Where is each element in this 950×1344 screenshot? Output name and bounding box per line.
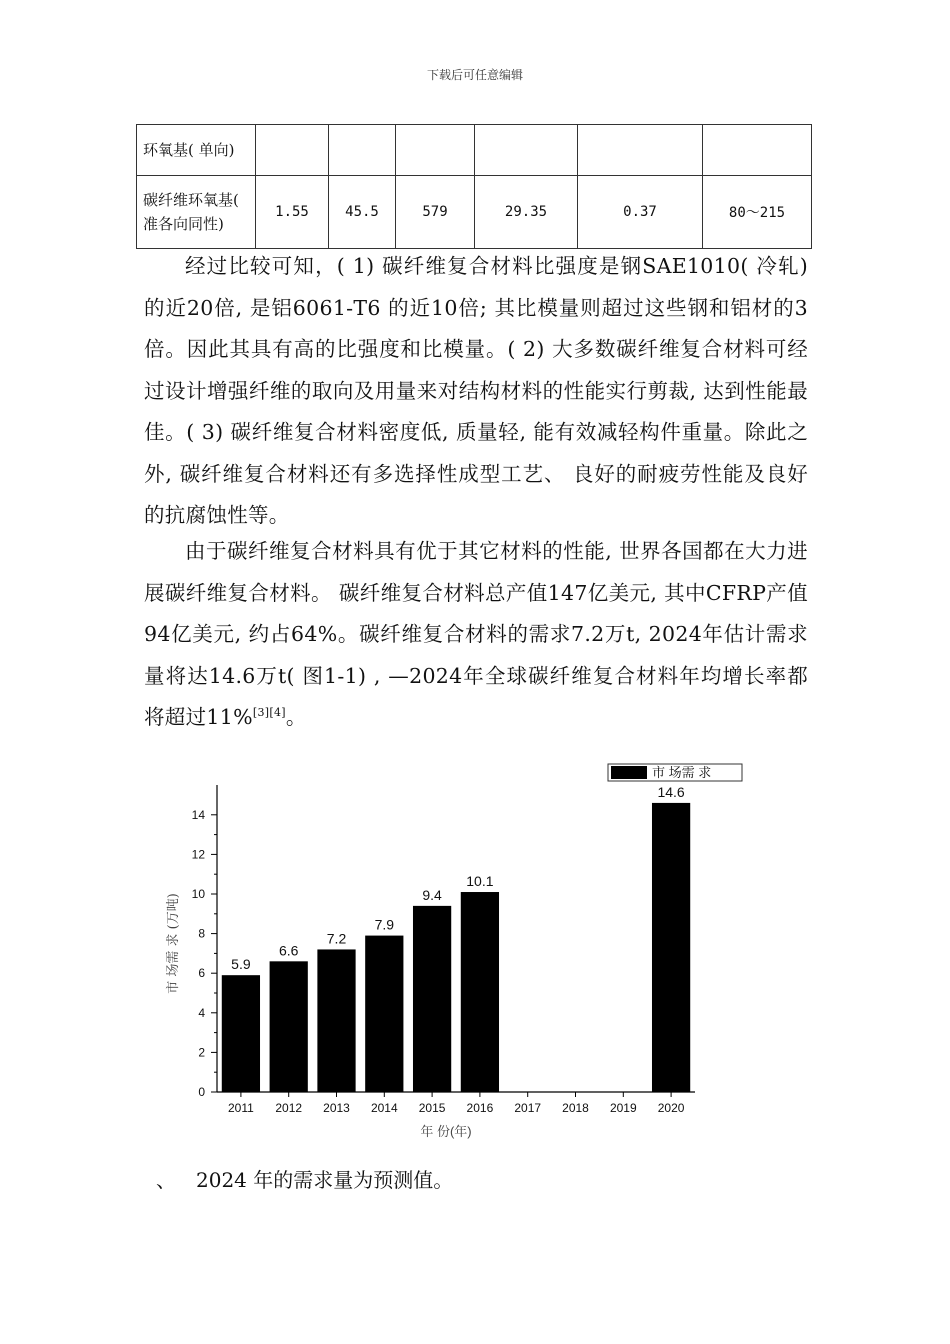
table-cell: 579 <box>396 176 475 249</box>
paragraph-comparison: 经过比较可知，( 1) 碳纤维复合材料比强度是钢SAE1010( 冷轧) 的近20倍, 是铝6061-T6 的近10倍; 其比模量则超过这些钢和铝材的3倍。因此其具有高的比强度和比模量。( 2) 大多数碳纤维复合材料可经过设计增强纤维的取向及用量来对结构材料的性能实行剪裁, 达到性能最佳。( 3) 碳纤维复合材料密度低, 质量轻, 能有效减轻构件重量。除此之外, 碳纤维复合材料还有多选择性成型工艺、 良好的耐疲劳性能及良好的抗腐蚀性等。 <box>144 254 808 527</box>
data-label: 7.9 <box>374 916 395 933</box>
reference-marker: [3][4] <box>252 706 286 719</box>
x-axis-title: 年 份(年) <box>420 1124 472 1139</box>
paragraph-demand <box>144 531 808 739</box>
table-cell <box>703 125 812 176</box>
table-cell-name: 环氧基( 单向) <box>137 125 256 176</box>
y-tick-label: 12 <box>191 847 205 862</box>
table-row <box>137 125 812 176</box>
data-label: 6.6 <box>278 942 299 959</box>
x-tick-label: 2017 <box>514 1101 542 1115</box>
caption-text: 2024 年的需求量为预测值。 <box>196 1168 454 1192</box>
table-cell: 80～215 <box>703 176 812 249</box>
bar <box>652 803 690 1092</box>
table-cell <box>396 125 475 176</box>
y-tick-label: 6 <box>198 966 205 981</box>
y-tick-label: 4 <box>198 1005 205 1020</box>
bar <box>222 975 260 1092</box>
data-label: 14.6 <box>657 783 685 800</box>
table-cell <box>329 125 396 176</box>
x-tick-label: 2015 <box>418 1101 446 1115</box>
legend-swatch <box>611 766 647 779</box>
bar <box>413 906 451 1092</box>
table-cell: 0.37 <box>578 176 703 249</box>
y-tick-label: 14 <box>191 807 205 822</box>
figure-caption <box>156 1164 473 1193</box>
data-label: 10.1 <box>466 873 494 890</box>
caption-prefix: 、 <box>156 1168 176 1192</box>
table-cell <box>256 125 329 176</box>
x-tick-label: 2020 <box>657 1101 685 1115</box>
y-tick-label: 0 <box>198 1085 205 1099</box>
y-tick-label: 8 <box>198 926 205 941</box>
x-tick-label: 2013 <box>323 1101 350 1115</box>
data-label: 5.9 <box>231 956 251 973</box>
demand-bar-chart <box>150 755 750 1150</box>
data-label: 9.4 <box>422 886 442 903</box>
x-tick-label: 2019 <box>609 1101 637 1115</box>
legend-label: 市 场需 求 <box>652 765 712 780</box>
table-cell: 45.5 <box>329 176 396 249</box>
paragraph-demand-end: 。 <box>285 705 307 729</box>
table-row <box>137 176 812 249</box>
x-tick-label: 2011 <box>227 1101 254 1115</box>
data-label: 7.2 <box>326 930 347 947</box>
table-cell: 29.35 <box>475 176 578 249</box>
properties-table <box>136 124 812 249</box>
bar <box>270 961 308 1092</box>
table-cell <box>578 125 703 176</box>
table-cell-name: 碳纤维环氧基( 准各向同性) <box>137 176 256 249</box>
table-cell: 1.55 <box>256 176 329 249</box>
bar <box>365 936 403 1092</box>
y-axis-title: 市 场需 求 (万吨) <box>166 893 181 994</box>
x-tick-label: 2016 <box>466 1101 494 1115</box>
table-cell <box>475 125 578 176</box>
page-header: 下载后可任意编辑 <box>426 68 523 82</box>
paragraph-demand-text: 由于碳纤维复合材料具有优于其它材料的性能, 世界各国都在大力进展碳纤维复合材料。 碳纤维复合材料总产值147亿美元, 其中CFRP产值94亿美元, 约占64%。碳纤维复合材料的需求7.2万t, 2024年估计需求量将达14.6万t( 图1-1) , —2024年全球碳纤维复合材料年均增长率都将超过11% <box>144 539 808 729</box>
x-tick-label: 2018 <box>562 1101 589 1115</box>
y-tick-label: 2 <box>198 1045 205 1060</box>
x-tick-label: 2012 <box>275 1101 303 1115</box>
x-tick-label: 2014 <box>370 1101 398 1115</box>
bar <box>461 892 499 1092</box>
y-tick-label: 10 <box>191 887 205 901</box>
bar <box>317 949 355 1092</box>
